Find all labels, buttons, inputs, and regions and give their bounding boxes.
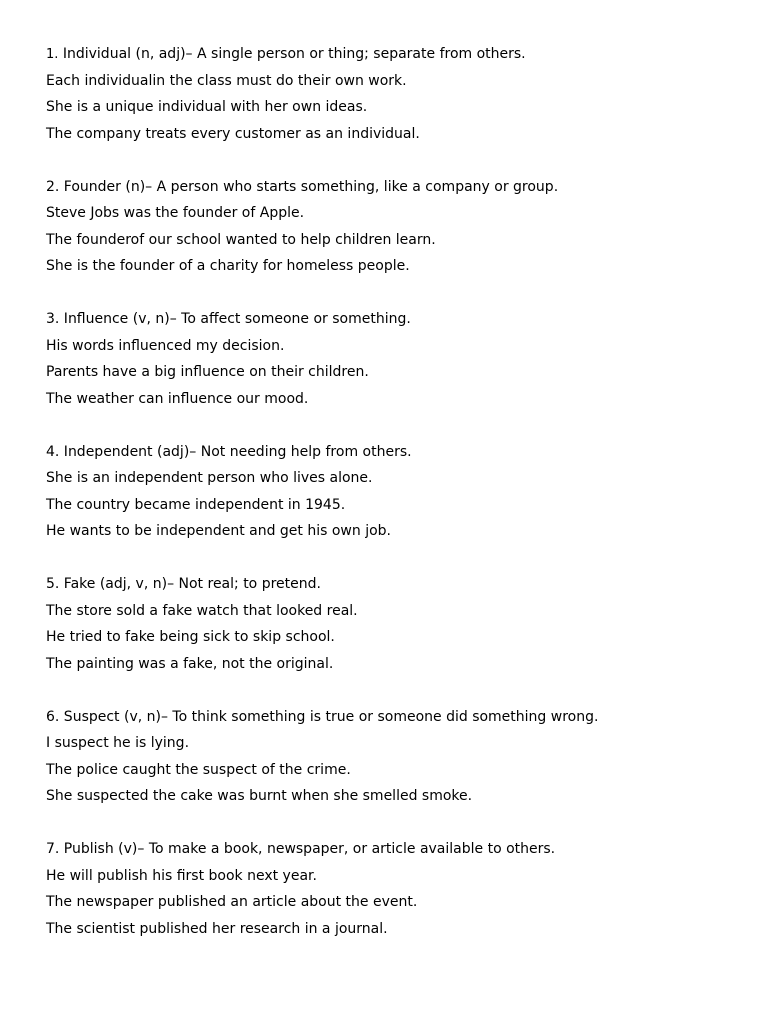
vocab-entry-individual <box>46 41 746 147</box>
definition-line <box>46 174 746 201</box>
definition-text: Fake (adj, v, n)– Not real; to pretend. <box>59 576 321 592</box>
definition-text: Independent (adj)– Not needing help from others. <box>59 443 412 460</box>
vocab-entry-publish <box>46 836 746 942</box>
definition-line <box>46 439 746 466</box>
entry-number: 1. <box>46 47 59 62</box>
example-sentence: She is an independent person who lives alone. <box>46 470 373 486</box>
example-sentence: The company treats every customer as an individual. <box>46 125 420 142</box>
definition-line <box>46 571 746 598</box>
example-sentence: He wants to be independent and get his own job. <box>46 523 391 539</box>
example-sentence: The police caught the suspect of the crime. <box>46 761 351 778</box>
definition-line <box>46 306 746 333</box>
example-sentence: She suspected the cake was burnt when she smelled smoke. <box>46 788 473 804</box>
definition-text: Publish (v)– To make a book, newspaper, or article available to others. <box>59 841 556 857</box>
entry-number: 3. <box>46 311 60 327</box>
example-sentence: The founderof our school wanted to help children learn. <box>46 231 436 248</box>
example-sentence: He will publish his first book next year. <box>46 867 317 884</box>
example-sentence: The newspaper published an article about the event. <box>46 894 418 910</box>
vocab-entry-suspect <box>46 704 746 810</box>
entry-number: 6. <box>46 708 60 725</box>
vocab-entry-founder <box>46 174 746 280</box>
definition-text: Influence (v, n)– To affect someone or something. <box>59 311 411 327</box>
definition-line <box>46 836 746 863</box>
vocab-entry-influence <box>46 306 746 412</box>
entry-number: 7. <box>46 841 60 857</box>
example-sentence: The store sold a fake watch that looked real. <box>46 602 358 619</box>
example-sentence: His words influenced my decision. <box>46 337 285 354</box>
vocabulary-document <box>46 41 746 969</box>
example-sentence: Parents have a big influence on their children. <box>46 364 369 380</box>
definition-line <box>46 41 746 68</box>
example-sentence: Each individualin the class must do their own work. <box>46 72 407 89</box>
example-sentence: She is a unique individual with her own ideas. <box>46 99 368 115</box>
entry-number: 2. <box>46 178 60 195</box>
definition-text: Suspect (v, n)– To think something is true or someone did something wrong. <box>59 708 599 725</box>
vocab-entry-fake <box>46 571 746 677</box>
entry-number: 4. <box>46 443 60 460</box>
example-sentence: The country became independent in 1945. <box>46 496 346 513</box>
example-sentence: The weather can influence our mood. <box>46 390 309 407</box>
vocab-entry-independent <box>46 439 746 545</box>
example-sentence: The scientist published her research in a journal. <box>46 920 388 937</box>
example-sentence: I suspect he is lying. <box>46 735 190 751</box>
example-sentence: The painting was a fake, not the original. <box>46 655 334 672</box>
example-sentence: She is the founder of a charity for homeless people. <box>46 258 410 274</box>
definition-text: Individual (n, adj)– A single person or thing; separate from others. <box>58 46 526 62</box>
entry-number: 5. <box>46 576 60 592</box>
example-sentence: Steve Jobs was the founder of Apple. <box>46 205 305 221</box>
example-sentence: He tried to fake being sick to skip school. <box>46 629 335 645</box>
definition-line <box>46 704 746 731</box>
definition-text: Founder (n)– A person who starts something, like a company or group. <box>59 178 559 195</box>
